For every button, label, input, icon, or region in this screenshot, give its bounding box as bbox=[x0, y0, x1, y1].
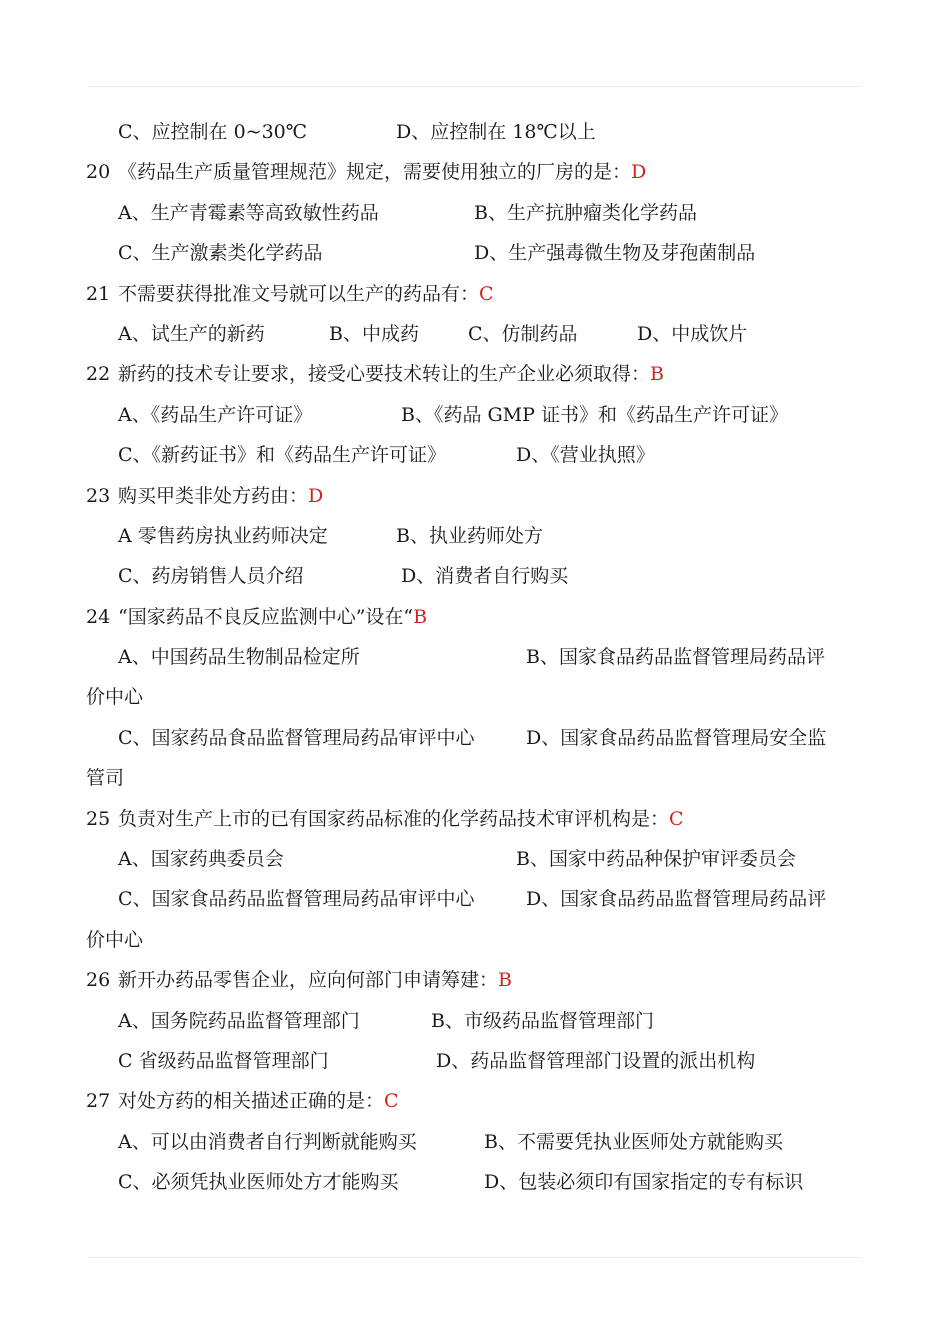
question-text bbox=[118, 1081, 399, 1121]
option-text: A、国家药典委员会 bbox=[118, 848, 284, 871]
footer-rule bbox=[88, 1257, 862, 1258]
option-text: 价中心 bbox=[86, 928, 144, 951]
question-text bbox=[118, 960, 512, 1000]
question-text bbox=[118, 354, 664, 394]
question-text bbox=[118, 152, 646, 192]
answer-key: B bbox=[650, 363, 664, 386]
option-text: C、必须凭执业医师处方才能购买 bbox=[118, 1171, 399, 1194]
option-line bbox=[86, 193, 862, 233]
option-text: B、中成药 bbox=[329, 322, 419, 345]
question-number: 22 bbox=[86, 363, 111, 386]
option-text: 管司 bbox=[86, 767, 125, 790]
option-line bbox=[86, 718, 862, 758]
option-line bbox=[86, 920, 862, 960]
option-text: B、市级药品监督管理部门 bbox=[431, 1009, 654, 1032]
question-number: 20 bbox=[86, 161, 111, 184]
option-line bbox=[86, 516, 862, 556]
question-line bbox=[86, 960, 862, 1000]
answer-key: B bbox=[413, 605, 428, 628]
option-line bbox=[86, 1041, 862, 1081]
option-text: A、试生产的新药 bbox=[118, 322, 265, 345]
option-line bbox=[86, 677, 862, 717]
option-text: D、药品监督管理部门设置的派出机构 bbox=[436, 1049, 756, 1072]
option-line bbox=[86, 112, 862, 152]
option-text: C 省级药品监督管理部门 bbox=[118, 1049, 329, 1072]
question-number: 21 bbox=[86, 282, 111, 305]
question-list bbox=[86, 112, 862, 1203]
option-text: C、国家食品药品监督管理局药品审评中心 bbox=[118, 888, 475, 911]
option-text: A、中国药品生物制品检定所 bbox=[118, 646, 360, 669]
option-line bbox=[86, 395, 862, 435]
answer-key: B bbox=[498, 969, 512, 992]
header-rule bbox=[88, 86, 862, 87]
question-stem: 负责对生产上市的已有国家药品标准的化学药品技术审评机构是： bbox=[118, 807, 670, 830]
question-number: 27 bbox=[86, 1090, 111, 1113]
option-line bbox=[86, 314, 862, 354]
option-text: A、生产青霉素等高致敏性药品 bbox=[118, 201, 379, 224]
question-line bbox=[86, 597, 862, 637]
option-text: C、生产激素类化学药品 bbox=[118, 242, 323, 265]
option-text: D、应控制在 18℃以上 bbox=[396, 121, 596, 143]
option-line bbox=[86, 758, 862, 798]
option-line bbox=[86, 1001, 862, 1041]
option-text: D、国家食品药品监督管理局安全监 bbox=[526, 726, 827, 749]
question-number: 23 bbox=[86, 484, 111, 507]
question-text bbox=[118, 799, 684, 839]
option-text: C、《新药证书》和《药品生产许可证》 bbox=[118, 444, 447, 467]
option-text: D、包装必须印有国家指定的专有标识 bbox=[484, 1171, 804, 1194]
option-text: C、应控制在 0~30℃ bbox=[118, 121, 308, 143]
answer-key: C bbox=[384, 1090, 399, 1113]
option-line bbox=[86, 637, 862, 677]
question-line bbox=[86, 354, 862, 394]
option-text: C、仿制药品 bbox=[468, 322, 578, 345]
question-stem: 《药品生产质量管理规范》规定，需要使用独立的厂房的是： bbox=[118, 161, 632, 184]
question-number: 26 bbox=[86, 969, 111, 992]
answer-key: C bbox=[669, 807, 684, 830]
option-text: B、生产抗肿瘤类化学药品 bbox=[474, 201, 697, 224]
option-text: A、国务院药品监督管理部门 bbox=[118, 1009, 360, 1032]
question-line bbox=[86, 274, 862, 314]
option-text: B、《药品 GMP 证书》和《药品生产许可证》 bbox=[401, 403, 788, 426]
option-text: A 零售药房执业药师决定 bbox=[118, 524, 328, 547]
answer-key: D bbox=[631, 161, 647, 184]
question-line bbox=[86, 799, 862, 839]
option-text: 价中心 bbox=[86, 686, 144, 709]
question-text bbox=[118, 274, 494, 314]
option-text: A、《药品生产许可证》 bbox=[118, 403, 313, 426]
option-text: D、消费者自行购买 bbox=[401, 565, 569, 588]
option-text: D、《营业执照》 bbox=[516, 444, 655, 467]
option-line bbox=[86, 233, 862, 273]
option-text: C、药房销售人员介绍 bbox=[118, 565, 304, 588]
question-stem: 不需要获得批准文号就可以生产的药品有： bbox=[118, 282, 480, 305]
option-text: C、国家药品食品监督管理局药品审评中心 bbox=[118, 726, 475, 749]
question-stem: “国家药品不良反应监测中心”设在“ bbox=[118, 605, 414, 628]
question-text bbox=[118, 476, 323, 516]
question-line bbox=[86, 476, 862, 516]
question-line bbox=[86, 1081, 862, 1121]
option-text: B、国家食品药品监督管理局药品评 bbox=[526, 646, 825, 669]
question-line bbox=[86, 152, 862, 192]
option-text: B、不需要凭执业医师处方就能购买 bbox=[484, 1130, 783, 1153]
question-text bbox=[118, 597, 427, 637]
question-number: 24 bbox=[86, 605, 111, 628]
option-text: D、生产强毒微生物及芽孢菌制品 bbox=[474, 242, 756, 265]
question-stem: 购买甲类非处方药由： bbox=[118, 484, 309, 507]
question-number: 25 bbox=[86, 807, 111, 830]
option-text: D、国家食品药品监督管理局药品评 bbox=[526, 888, 827, 911]
option-line bbox=[86, 1122, 862, 1162]
option-line bbox=[86, 1162, 862, 1202]
question-stem: 新开办药品零售企业，应向何部门申请筹建： bbox=[118, 969, 499, 992]
question-stem: 对处方药的相关描述正确的是： bbox=[118, 1090, 385, 1113]
answer-key: D bbox=[308, 484, 324, 507]
option-line bbox=[86, 839, 862, 879]
answer-key: C bbox=[479, 282, 494, 305]
question-stem: 新药的技术专让要求，接受心要技术转让的生产企业必须取得： bbox=[118, 363, 651, 386]
option-line bbox=[86, 879, 862, 919]
option-text: D、中成饮片 bbox=[637, 322, 748, 345]
option-text: A、可以由消费者自行判断就能购买 bbox=[118, 1130, 417, 1153]
option-text: B、国家中药品种保护审评委员会 bbox=[516, 848, 796, 871]
option-line bbox=[86, 556, 862, 596]
option-text: B、执业药师处方 bbox=[396, 524, 543, 547]
option-line bbox=[86, 435, 862, 475]
